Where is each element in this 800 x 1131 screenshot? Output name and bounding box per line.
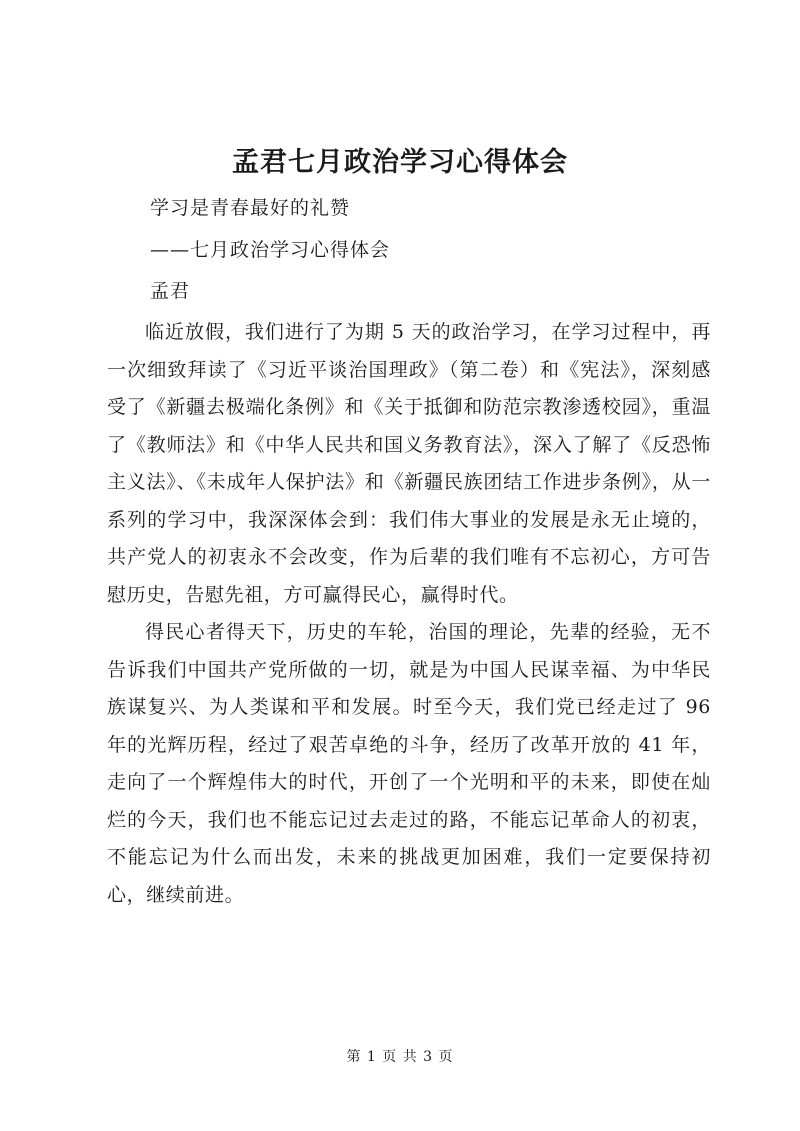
page-footer: 第 1 页 共 3 页 — [346, 1049, 454, 1065]
document-author: 孟君 — [150, 280, 191, 302]
body-paragraph-1: 临近放假，我们进行了为期 5 天的政治学习，在学习过程中，再一次细致拜读了《习近平谈治国理政》（第二卷）和《宪法》，深刻感受了《新疆去极端化条例》和《关于抵御和防范宗教渗透校园》，重温了《教师法》和《中华人民共和国义务教育法》，深入了解了《反恐怖主义法》、《未成年人保护法》和《新疆民族团结工作进步条例》，从一系列的学习中，我深深体会到：我们伟大事业的发展是永无止境的，共产党人的初衷永不会改变，作为后辈的我们唯有不忘初心，方可告慰历史，告慰先祖，方可赢得民心，赢得时代。 — [107, 321, 711, 606]
body-paragraph-2: 得民心者得天下，历史的车轮，治国的理论，先辈的经验，无不告诉我们中国共产党所做的一切，就是为中国人民谋幸福、为中华民族谋复兴、为人类谋和平和发展。时至今天，我们党已经走过了 96 年的光辉历程，经过了艰苦卓绝的斗争，经历了改革开放的 41 年，走向了一个辉煌伟大的时代，开创了一个光明和平的未来，即使在灿烂的今天，我们也不能忘记过去走过的路，不能忘记革命人的初衷，不能忘记为什么而出发，未来的挑战更加困难，我们一定要保持初心，继续前进。 — [107, 621, 711, 906]
document-subheading: ——七月政治学习心得体会 — [150, 239, 391, 261]
document-body — [107, 314, 711, 914]
document-title: 孟君七月政治学习心得体会 — [232, 147, 568, 178]
document-subtitle: 学习是青春最好的礼赞 — [150, 197, 351, 219]
